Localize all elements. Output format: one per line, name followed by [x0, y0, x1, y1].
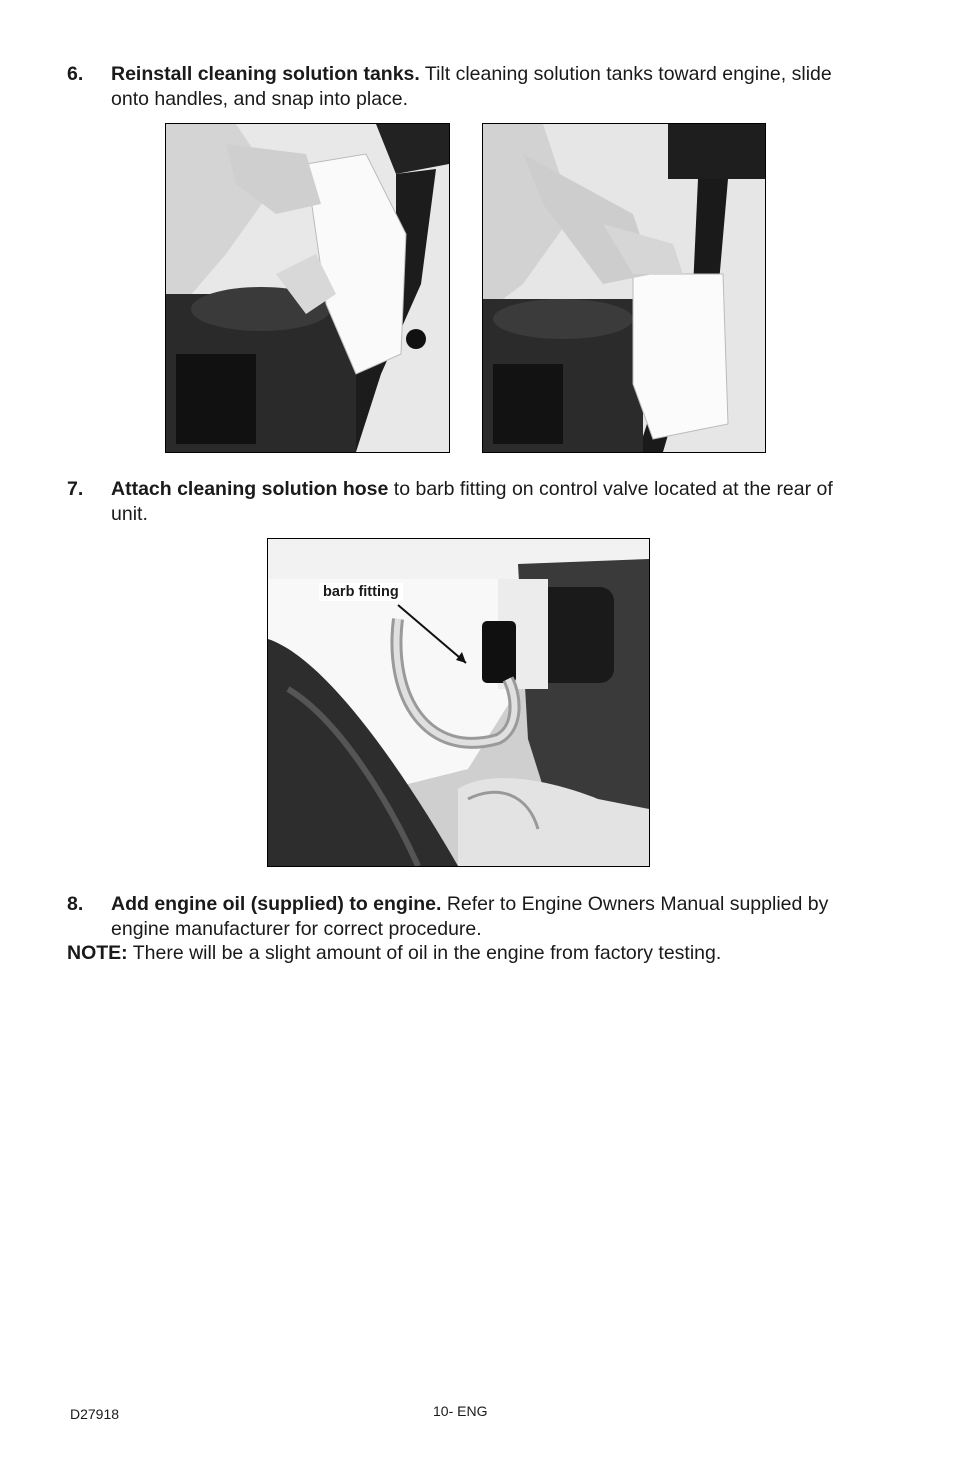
- step-number: 7.: [67, 478, 84, 500]
- step-text: to barb fitting on control valve located at the rear of unit.: [111, 478, 833, 525]
- step-text: Refer to Engine Owners Manual supplied by engine manufacturer for correct procedure.: [111, 893, 829, 940]
- step-heading: Attach cleaning solution hose: [111, 478, 389, 500]
- step-6: [67, 62, 867, 112]
- note-text: There will be a slight amount of oil in the engine from factory testing.: [127, 942, 722, 964]
- photo-tank-installed: [482, 123, 766, 453]
- note: [67, 941, 887, 966]
- photo-barb-fitting: [267, 538, 650, 867]
- note-label: NOTE:: [67, 942, 128, 964]
- step-number: 6.: [67, 63, 84, 85]
- step-text: Tilt cleaning solution tanks toward engine, slide onto handles, and snap into place.: [111, 63, 832, 110]
- step-heading: Add engine oil (supplied) to engine.: [111, 893, 442, 915]
- step-7: [67, 477, 867, 527]
- page-number: 10- ENG: [433, 1403, 488, 1419]
- barb-fitting-callout: barb fitting: [319, 583, 403, 601]
- document-id: D27918: [70, 1406, 120, 1422]
- step-8: [67, 892, 867, 942]
- step-heading: Reinstall cleaning solution tanks.: [111, 63, 420, 85]
- photo-tank-tilt: [165, 123, 450, 453]
- step-number: 8.: [67, 893, 84, 915]
